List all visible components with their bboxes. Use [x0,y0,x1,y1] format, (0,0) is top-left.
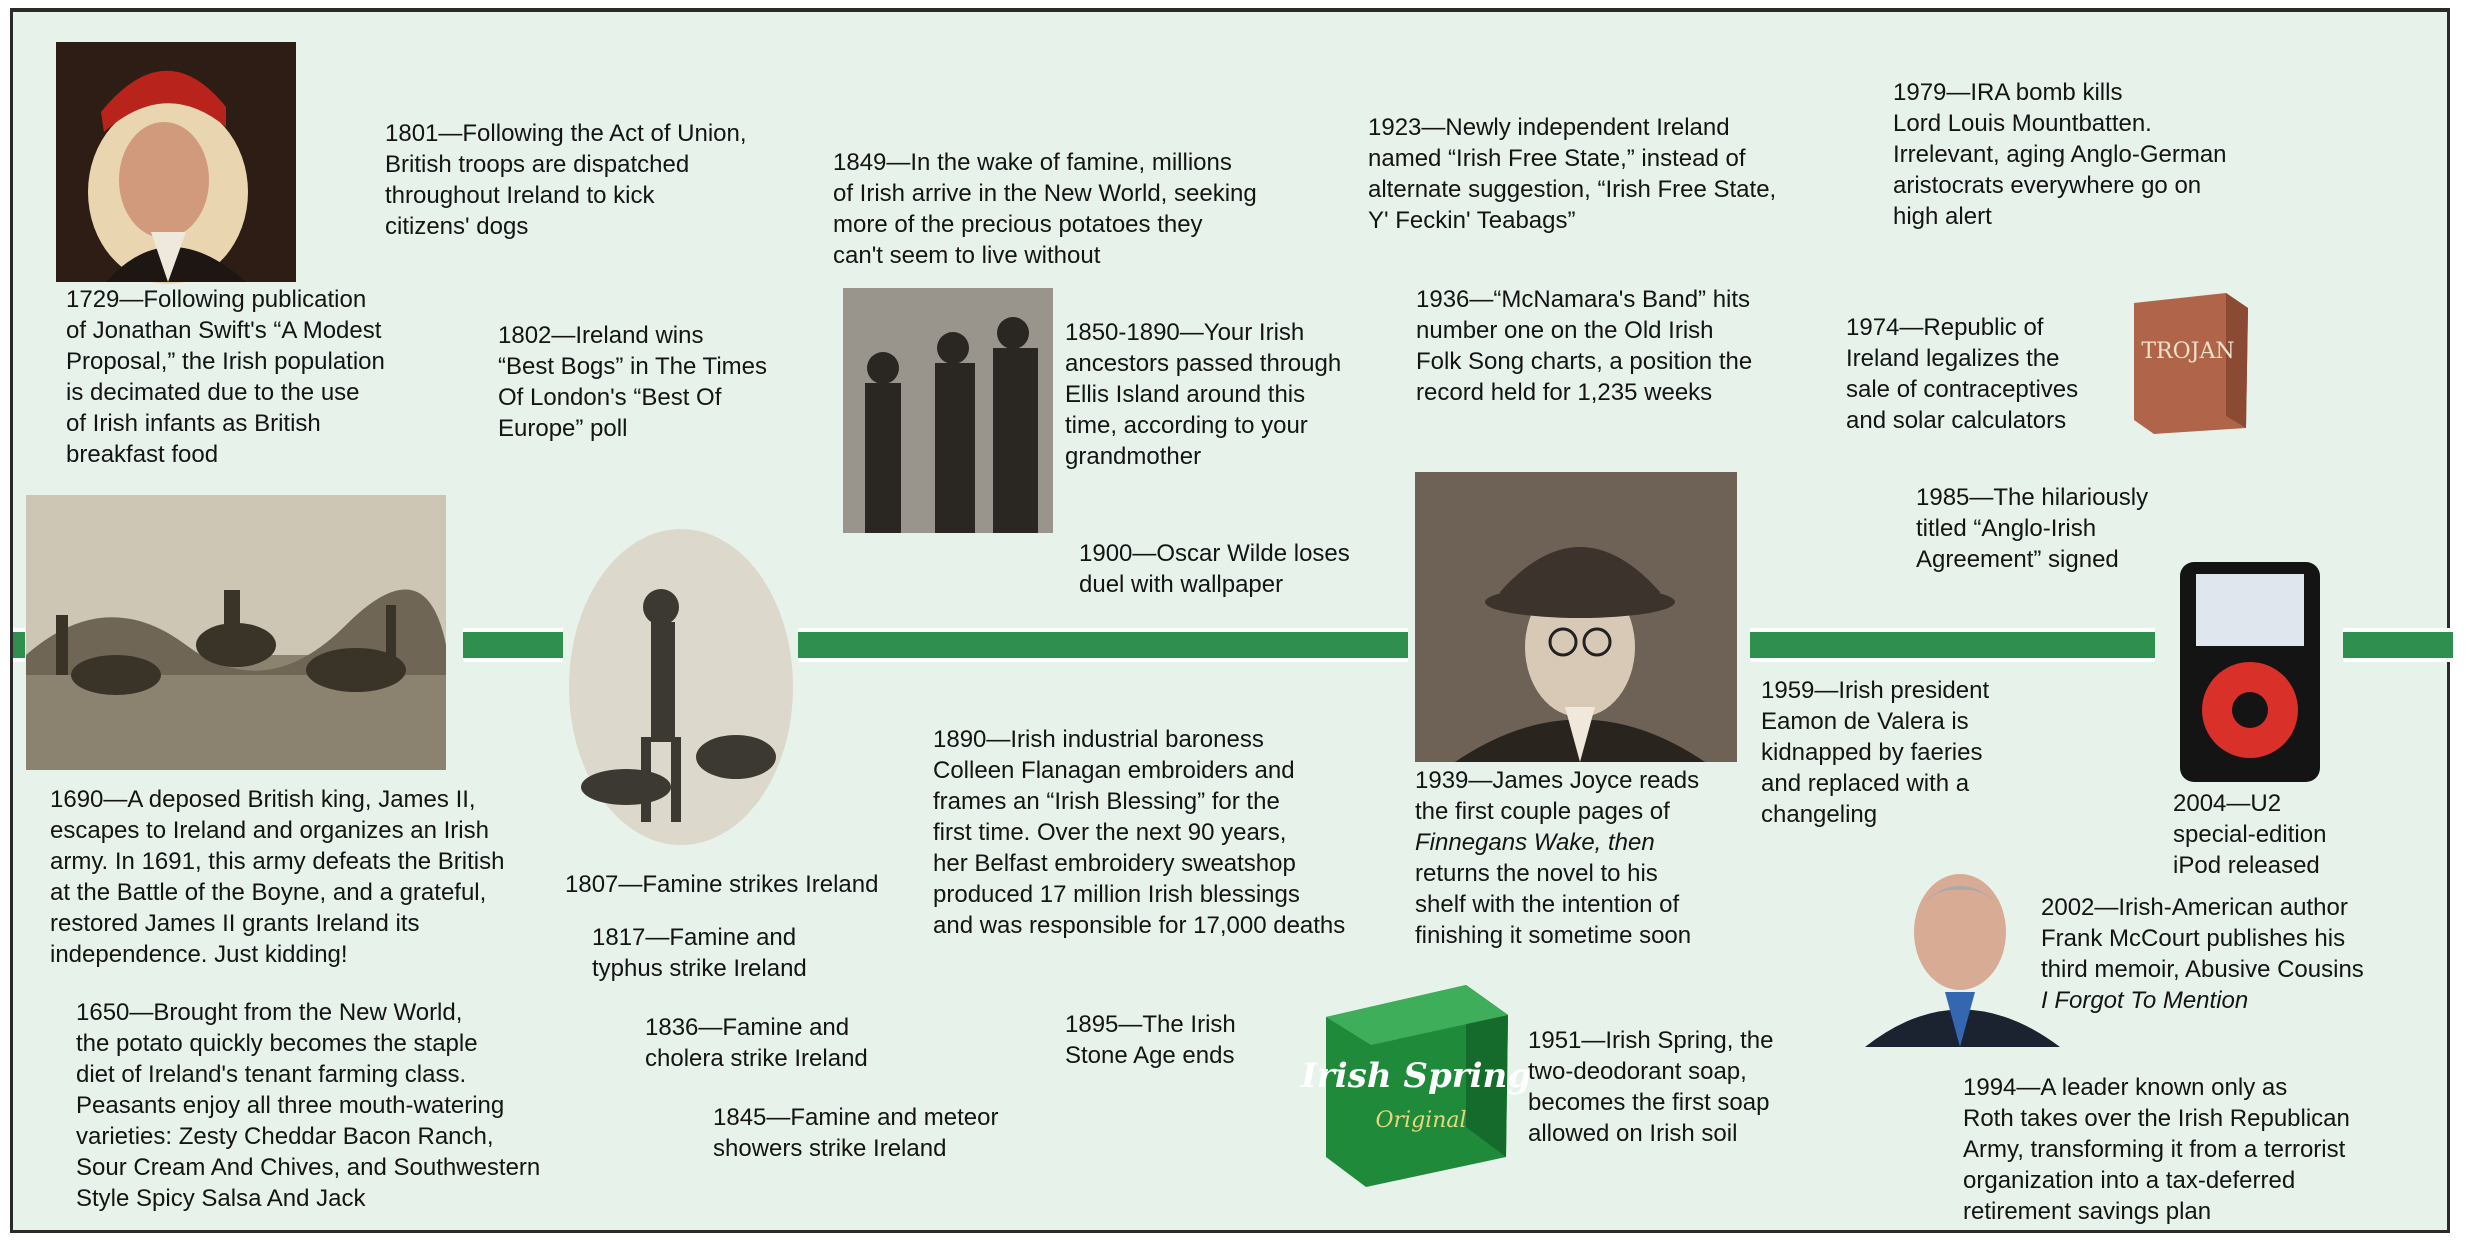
famine-engraving [566,527,796,847]
event-1845: 1845—Famine and meteor showers strike Ireland [713,1104,999,1162]
event-1895: 1895—The Irish Stone Age ends [1065,1011,1236,1069]
trojan-box [2126,288,2256,436]
timeline-panel [10,8,2450,1233]
timeline-band [2343,628,2453,662]
timeline-band [13,628,25,662]
event-1817: 1817—Famine and typhus strike Ireland [592,924,807,982]
event-1690: 1690—A deposed British king, James II, escapes to Ireland and organizes an Irish army. In 1691, this army defeats the British at the Battle of the Boyne, and a grateful, restored James II grants Ireland its independence. Just kidding! [50,786,505,968]
event-1802: 1802—Ireland wins “Best Bogs” in The Times Of London's “Best Of Europe” poll [498,322,767,442]
event-1729: 1729—Following publication of Jonathan Swift's “A Modest Proposal,” the Irish population is decimated due to the use of Irish infants as British breakfast food [66,286,385,468]
frank-mccourt-photo [1865,852,2060,1047]
event-1849: 1849—In the wake of famine, millions of Irish arrive in the New World, seeking more of the precious potatoes they can't seem to live without [833,149,1257,269]
james-joyce-photo [1415,472,1737,762]
timeline-band [463,628,563,662]
event-1974: 1974—Republic of Ireland legalizes the sale of contraceptives and solar calculators [1846,314,2079,434]
event-1650: 1650—Brought from the New World, the potato quickly becomes the staple diet of Ireland's tenant farming class. Peasants enjoy all three mouth-watering varieties: Zesty Cheddar Bacon Ranch, Sour Cream And Chives, and Southwestern Style Spicy Salsa And Jack [76,999,541,1212]
event-1979: 1979—IRA bomb kills Lord Louis Mountbatten. Irrelevant, aging Anglo-German aristocrats everywhere go on high alert [1893,79,2227,230]
event-1936: 1936—“McNamara's Band” hits number one on the Old Irish Folk Song charts, a position the record held for 1,235 weeks [1416,286,1753,406]
ellis-island-photo [843,288,1053,533]
event-2002: 2002—Irish-American author Frank McCourt publishes his third memoir, Abusive Cousins I Forgot To Mention [2041,894,2364,1014]
soap-brand-label: Irish Spring [1300,1056,1532,1096]
event-1923: 1923—Newly independent Ireland named “Irish Free State,” instead of alternate suggestion, “Irish Free State, Y' Feckin' Teabags” [1368,114,1777,234]
event-1890: 1890—Irish industrial baroness Colleen Flanagan embroiders and frames an “Irish Blessing” for the first time. Over the next 90 years, her Belfast embroidery sweatshop produced 17 million Irish blessings and was responsible for 17,000 deaths [933,726,1346,939]
u2-ipod [2178,560,2323,785]
event-1836: 1836—Famine and cholera strike Ireland [645,1014,868,1072]
timeline-band [1750,628,2155,662]
event-1807: 1807—Famine strikes Ireland [565,871,879,898]
soap-sub-label: Original [1375,1108,1467,1133]
timeline-band [798,628,1408,662]
event-1994: 1994—A leader known only as Roth takes over the Irish Republican Army, transforming it from a terrorist organization into a tax-deferred retirement savings plan [1963,1074,2350,1225]
irish-spring-soap-box [1300,977,1532,1192]
event-2004: 2004—U2 special-edition iPod released [2173,790,2327,879]
swift-portrait [56,42,296,282]
event-1951: 1951—Irish Spring, the two-deodorant soap, becomes the first soap allowed on Irish soil [1528,1027,1774,1147]
event-1900: 1900—Oscar Wilde loses duel with wallpaper [1079,540,1350,598]
event-1959: 1959—Irish president Eamon de Valera is kidnapped by faeries and replaced with a changeling [1761,677,1990,828]
event-1801: 1801—Following the Act of Union, British troops are dispatched throughout Ireland to kick citizens' dogs [385,120,747,240]
battle-of-boyne-engraving [26,495,446,770]
box-brand-label: TROJAN [2141,339,2235,364]
event-1985: 1985—The hilariously titled “Anglo-Irish Agreement” signed [1916,484,2149,573]
event-1850-1890: 1850-1890—Your Irish ancestors passed through Ellis Island around this time, according to your grandmother [1065,319,1342,470]
event-1939: 1939—James Joyce reads the first couple pages of Finnegans Wake, then returns the novel to his shelf with the intention of finishing it sometime soon [1415,767,1700,949]
